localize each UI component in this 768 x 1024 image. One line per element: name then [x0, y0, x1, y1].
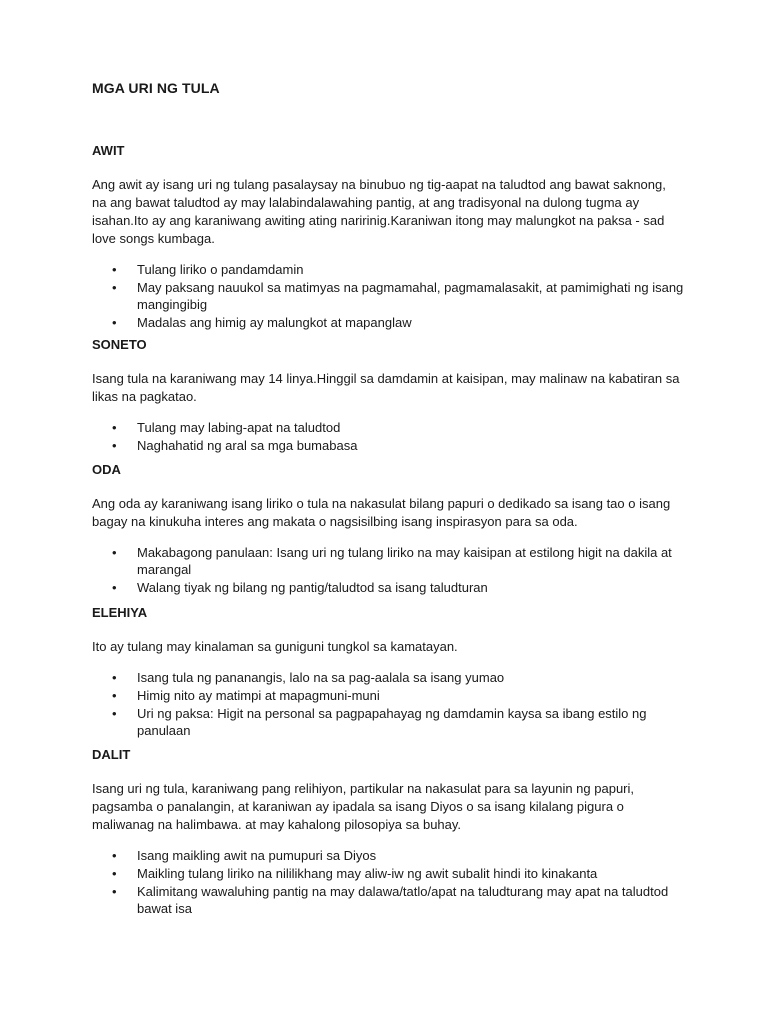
list-item-text: Himig nito ay matimpi at mapagmuni-muni: [137, 688, 380, 703]
bullet-icon: •: [112, 580, 117, 595]
document-title: MGA URI NG TULA: [92, 80, 220, 96]
list-item-text: Maikling tulang liriko na nililikhang may aliw-iw ng awit subalit hindi ito kinakanta: [137, 866, 598, 881]
list-item-text: Naghahatid ng aral sa mga bumabasa: [137, 438, 358, 453]
bullet-icon: •: [112, 688, 117, 703]
bullet-icon: •: [112, 670, 117, 685]
list-item: [112, 705, 702, 739]
section-soneto: [92, 337, 682, 455]
bullet-icon: •: [112, 262, 117, 277]
list-item: [112, 437, 702, 454]
list-item-text: Makabagong panulaan: Isang uri ng tulang liriko na may kaisipan at estilong higit na dakila at marangal: [137, 545, 672, 577]
bullet-icon: •: [112, 438, 117, 453]
bullet-icon: •: [112, 280, 117, 295]
list-item: [112, 261, 702, 278]
list-item-text: Walang tiyak ng bilang ng pantig/taludtod sa isang taludturan: [137, 580, 488, 595]
bullet-icon: •: [112, 848, 117, 863]
bullet-icon: •: [112, 706, 117, 721]
bullet-list: [92, 544, 682, 596]
bullet-list: [92, 419, 682, 454]
bullet-icon: •: [112, 884, 117, 899]
list-item-text: Madalas ang himig ay malungkot at mapanglaw: [137, 315, 412, 330]
section-heading: ELEHIYA: [92, 605, 148, 620]
list-item: [112, 579, 702, 596]
list-item-text: Isang tula ng pananangis, lalo na sa pag-aalala sa isang yumao: [137, 670, 505, 685]
list-item: [112, 314, 702, 331]
section-body: Ang awit ay isang uri ng tulang pasalaysay na binubuo ng tig-aapat na taludtod ang bawat saknong, na ang bawat taludtod ay may lalabindalawahing pantig, at ang tradisyonal na dulong tugma ay isahan.Ito ay ang karaniwang awiting ating naririnig.Karaniwan itong may malungkot na paksa - sad love songs kumbaga.: [92, 177, 666, 246]
list-item: [112, 419, 702, 436]
list-item-text: Uri ng paksa: Higit na personal sa pagpapahayag ng damdamin kaysa sa ibang estilo ng panulaan: [137, 706, 647, 738]
bullet-list: [92, 261, 682, 331]
list-item-text: Kalimitang wawaluhing pantig na may dalawa/tatlo/apat na taludturang may apat na taludtod bawat isa: [137, 884, 669, 916]
section-oda: [92, 462, 682, 597]
list-item: [112, 847, 702, 864]
list-item-text: May paksang nauukol sa matimyas na pagmamahal, pagmamalasakit, at pamimighati ng isang mangingibig: [137, 280, 684, 312]
bullet-list: [92, 847, 682, 917]
list-item: [112, 865, 702, 882]
bullet-icon: •: [112, 420, 117, 435]
list-item-text: Tulang may labing-apat na taludtod: [137, 420, 341, 435]
section-body: Ito ay tulang may kinalaman sa guniguni tungkol sa kamatayan.: [92, 639, 458, 654]
section-body: Isang uri ng tula, karaniwang pang relihiyon, partikular na nakasulat para sa layunin ng papuri, pagsamba o panalangin, at karaniwan ay ipadala sa isang Diyos o sa isang kilalang pigura o maliwanag na halimbawa. at may kahalong pilosopiya sa buhay.: [92, 781, 635, 832]
section-awit: [92, 143, 682, 332]
section-body: Ang oda ay karaniwang isang liriko o tula na nakasulat bilang papuri o dedikado sa isang tao o isang bagay na kinukuha interes ang makata o nagsisilbing isang inspirasyon para sa oda.: [92, 496, 671, 529]
list-item: [112, 544, 702, 578]
list-item-text: Tulang liriko o pandamdamin: [137, 262, 304, 277]
section-heading: AWIT: [92, 143, 125, 158]
section-heading: DALIT: [92, 747, 131, 762]
section-dalit: [92, 747, 682, 918]
section-heading: ODA: [92, 462, 121, 477]
list-item: [112, 279, 702, 313]
section-heading: SONETO: [92, 337, 147, 352]
list-item: [112, 669, 702, 686]
list-item: [112, 883, 702, 917]
section-elehiya: [92, 605, 682, 740]
bullet-icon: •: [112, 866, 117, 881]
bullet-list: [92, 669, 682, 739]
bullet-icon: •: [112, 545, 117, 560]
list-item-text: Isang maikling awit na pumupuri sa Diyos: [137, 848, 377, 863]
bullet-icon: •: [112, 315, 117, 330]
list-item: [112, 687, 702, 704]
section-body: Isang tula na karaniwang may 14 linya.Hinggil sa damdamin at kaisipan, may malinaw na kabatiran sa likas na pagkatao.: [92, 371, 680, 404]
